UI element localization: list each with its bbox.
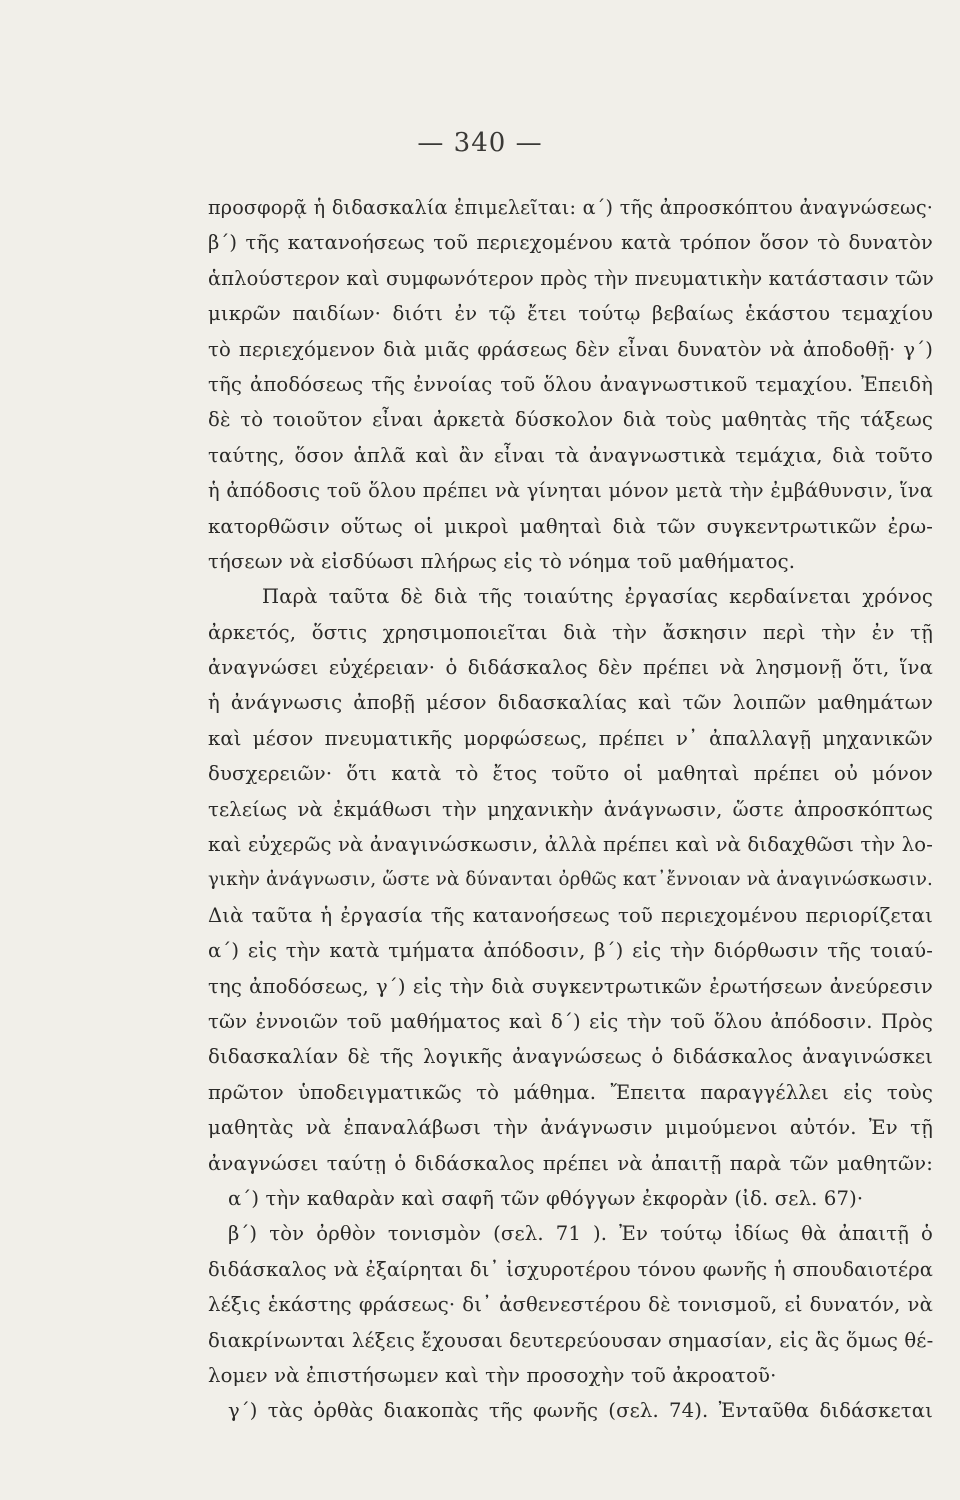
text-line: μικρῶν παιδίων· διότι ἐν τῷ ἔτει τούτῳ βεβαίως ἑκάστου τεμαχίου <box>208 302 933 326</box>
text-line: διδασκαλίαν δὲ τῆς λογικῆς ἀναγνώσεως ὁ διδάσκαλος ἀναγινώσκει <box>208 1045 933 1069</box>
text-line: ἀναγνώσει ταύτῃ ὁ διδάσκαλος πρέπει νὰ ἀπαιτῇ παρὰ τῶν μαθητῶν: <box>208 1151 933 1175</box>
text-line: ταύτης, ὅσον ἁπλᾶ καὶ ἂν εἶναι τὰ ἀναγνωστικὰ τεμάχια, διὰ τοῦτο <box>208 443 933 467</box>
text-line: α΄) τὴν καθαρὰν καὶ σαφῆ τῶν φθόγγων ἐκφορὰν (ἰδ. σελ. 67)· <box>228 1186 864 1210</box>
text-line: τῶν ἐννοιῶν τοῦ μαθήματος καὶ δ΄) εἰς τὴν τοῦ ὅλου ἀπόδοσιν. Πρὸς <box>208 1009 933 1033</box>
text-line: δὲ τὸ τοιοῦτον εἶναι ἀρκετὰ δύσκολον διὰ τοὺς μαθητὰς τῆς τάξεως <box>208 408 933 432</box>
text-line: της ἀποδόσεως, γ΄) εἰς τὴν διὰ συγκεντρωτικῶν ἐρωτήσεων ἀνεύρεσιν <box>208 974 933 998</box>
text-line: ἀναγνώσει εὐχέρειαν· ὁ διδάσκαλος δὲν πρέπει νὰ λησμονῇ ὅτι, ἵνα <box>208 656 933 680</box>
text-line: Διὰ ταῦτα ἡ ἐργασία τῆς κατανοήσεως τοῦ περιεχομένου περιορίζεται <box>208 903 933 927</box>
text-line: β΄) τῆς κατανοήσεως τοῦ περιεχομένου κατὰ τρόπον ὅσον τὸ δυνατὸν <box>208 231 933 255</box>
text-line: πρῶτον ὑποδειγματικῶς τὸ μάθημα. Ἔπειτα παραγγέλλει εἰς τοὺς <box>208 1080 933 1104</box>
text-line: μαθητὰς νὰ ἐπαναλάβωσι τὴν ἀνάγνωσιν μιμούμενοι αὐτόν. Ἐν τῇ <box>208 1116 933 1140</box>
text-line: ἡ ἀπόδοσις τοῦ ὅλου πρέπει νὰ γίνηται μόνον μετὰ τὴν ἐμβάθυνσιν, ἵνα <box>208 479 933 503</box>
text-line: λομεν νὰ ἐπιστήσωμεν καὶ τὴν προσοχὴν τοῦ ἀκροατοῦ· <box>208 1363 777 1387</box>
text-line: τὸ περιεχόμενον διὰ μιᾶς φράσεως δὲν εἶναι δυνατὸν νὰ ἀποδοθῇ· γ΄) <box>208 337 933 361</box>
page-number: — 340 — <box>417 128 543 158</box>
body-text <box>208 190 933 1429</box>
text-line: τῆς ἀποδόσεως τῆς ἐννοίας τοῦ ὅλου ἀναγνωστικοῦ τεμαχίου. Ἐπειδὴ <box>208 372 933 396</box>
text-line: λέξις ἑκάστης φράσεως· δι᾿ ἀσθενεστέρου δὲ τονισμοῦ, εἰ δυνατόν, νὰ <box>208 1293 933 1317</box>
text-line: α΄) εἰς τὴν κατὰ τμήματα ἀπόδοσιν, β΄) εἰς τὴν διόρθωσιν τῆς τοιαύ- <box>208 939 933 963</box>
text-line: καὶ εὐχερῶς νὰ ἀναγινώσκωσιν, ἀλλὰ πρέπει καὶ νὰ διδαχθῶσι τὴν λο- <box>208 833 933 857</box>
text-line: τήσεων νὰ εἰσδύωσι πλήρως εἰς τὸ νόημα τοῦ μαθήματος. <box>208 549 796 573</box>
text-line: κατορθῶσιν οὕτως οἱ μικροὶ μαθηταὶ διὰ τῶν συγκεντρωτικῶν ἐρω- <box>208 514 933 538</box>
text-line: β΄) τὸν ὀρθὸν τονισμὸν (σελ. 71 ). Ἐν τούτῳ ἰδίως θὰ ἀπαιτῇ ὁ <box>228 1222 933 1246</box>
text-line: ἡ ἀνάγνωσις ἀποβῇ μέσον διδασκαλίας καὶ τῶν λοιπῶν μαθημάτων <box>208 691 933 715</box>
text-line: ἀρκετός, ὅστις χρησιμοποιεῖται διὰ τὴν ἄσκησιν περὶ τὴν ἐν τῇ <box>208 620 933 644</box>
text-line: γ΄) τὰς ὀρθὰς διακοπὰς τῆς φωνῆς (σελ. 74). Ἐνταῦθα διδάσκεται <box>228 1399 933 1423</box>
text-line: καὶ μέσον πνευματικῆς μορφώσεως, πρέπει ν᾿ ἀπαλλαγῇ μηχανικῶν <box>208 726 933 750</box>
text-line: διδάσκαλος νὰ ἐξαίρηται δι᾿ ἰσχυροτέρου τόνου φωνῆς ἡ σπουδαιοτέρα <box>208 1257 933 1281</box>
text-line: τελείως νὰ ἐκμάθωσι τὴν μηχανικὴν ἀνάγνωσιν, ὥστε ἀπροσκόπτως <box>208 797 933 821</box>
text-line: ἁπλούστερον καὶ συμφωνότερον πρὸς τὴν πνευματικὴν κατάστασιν τῶν <box>208 266 934 290</box>
text-line: προσφορᾷ ἡ διδασκαλία ἐπιμελεῖται: α΄) τῆς ἀπροσκόπτου ἀναγνώσεως· <box>208 196 933 219</box>
text-line: Παρὰ ταῦτα δὲ διὰ τῆς τοιαύτης ἐργασίας κερδαίνεται χρόνος <box>262 585 933 609</box>
text-line: γικὴν ἀνάγνωσιν, ὥστε νὰ δύνανται ὀρθῶς κατ᾿ἔννοιαν νὰ ἀναγινώσκωσιν. <box>208 869 933 891</box>
text-line: διακρίνωνται λέξεις ἔχουσαι δευτερεύουσαν σημασίαν, εἰς ἃς ὅμως θέ- <box>208 1328 934 1352</box>
text-line: δυσχερειῶν· ὅτι κατὰ τὸ ἔτος τοῦτο οἱ μαθηταὶ πρέπει οὐ μόνον <box>208 762 933 786</box>
